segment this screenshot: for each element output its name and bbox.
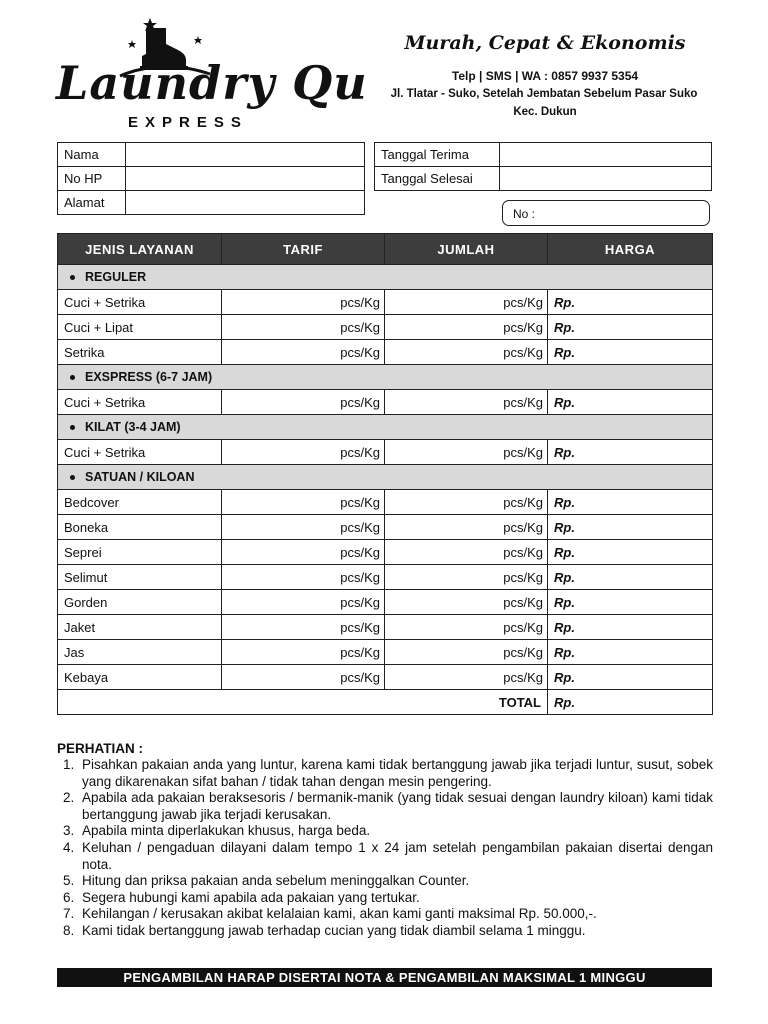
service-row	[58, 615, 713, 640]
customer-info-table	[57, 142, 365, 215]
receipt-number-label: No :	[513, 207, 536, 221]
price-cell[interactable]: Rp.	[548, 315, 713, 340]
quantity-cell[interactable]: pcs/Kg	[385, 290, 548, 315]
address-line-1: Jl. Tlatar - Suko, Setelah Jembatan Sebelum Pasar Suko	[390, 88, 698, 100]
service-row	[58, 490, 713, 515]
rate-cell[interactable]: pcs/Kg	[222, 565, 385, 590]
category-cell	[58, 415, 713, 440]
price-cell[interactable]: Rp.	[548, 565, 713, 590]
date-info-table	[374, 142, 712, 191]
rate-cell[interactable]: pcs/Kg	[222, 440, 385, 465]
receipt-number-field[interactable]	[502, 200, 710, 226]
rate-cell[interactable]: pcs/Kg	[222, 640, 385, 665]
services-table-body	[58, 265, 713, 715]
service-name: Jaket	[58, 615, 222, 640]
service-name: Cuci + Setrika	[58, 390, 222, 415]
note-number: 3.	[63, 823, 75, 839]
service-name: Kebaya	[58, 665, 222, 690]
footer-banner: PENGAMBILAN HARAP DISERTAI NOTA & PENGAMBILAN MAKSIMAL 1 MINGGU	[57, 968, 712, 987]
total-price-cell[interactable]: Rp.	[548, 690, 713, 715]
notes-title: PERHATIAN :	[57, 741, 143, 756]
category-cell	[58, 265, 713, 290]
finished-date-field[interactable]	[500, 167, 712, 191]
quantity-cell[interactable]: pcs/Kg	[385, 590, 548, 615]
price-cell[interactable]: Rp.	[548, 640, 713, 665]
address-field[interactable]	[126, 191, 365, 215]
rate-cell[interactable]: pcs/Kg	[222, 540, 385, 565]
note-number: 5.	[63, 873, 75, 889]
service-name: Bedcover	[58, 490, 222, 515]
total-label: TOTAL	[58, 690, 548, 715]
price-cell[interactable]: Rp.	[548, 490, 713, 515]
logo-subtitle: EXPRESS	[128, 114, 248, 131]
quantity-cell[interactable]: pcs/Kg	[385, 540, 548, 565]
service-name: Jas	[58, 640, 222, 665]
received-date-field[interactable]	[500, 143, 712, 167]
note-text: Kami tidak bertanggung jawab terhadap cucian yang tidak diambil selama 1 minggu.	[82, 922, 586, 938]
note-item	[63, 890, 713, 907]
note-item	[63, 790, 713, 823]
note-text: Apabila ada pakaian beraksesoris / bermanik-manik (yang tidak sesuai dengan laundry kiloan) kami tidak bertanggung jawab jika terjadi kerusakan.	[82, 790, 713, 822]
note-number: 2.	[63, 790, 75, 806]
service-row	[58, 665, 713, 690]
price-cell[interactable]: Rp.	[548, 440, 713, 465]
header-quantity: JUMLAH	[385, 234, 548, 265]
category-cell	[58, 465, 713, 490]
category-label: SATUAN / KILOAN	[85, 470, 195, 484]
note-item	[63, 840, 713, 873]
service-name: Selimut	[58, 565, 222, 590]
header-rate: TARIF	[222, 234, 385, 265]
quantity-cell[interactable]: pcs/Kg	[385, 665, 548, 690]
phone-field[interactable]	[126, 167, 365, 191]
quantity-cell[interactable]: pcs/Kg	[385, 615, 548, 640]
name-field[interactable]	[126, 143, 365, 167]
quantity-cell[interactable]: pcs/Kg	[385, 440, 548, 465]
brand-logo	[50, 14, 368, 134]
quantity-cell[interactable]: pcs/Kg	[385, 640, 548, 665]
service-name: Cuci + Setrika	[58, 440, 222, 465]
service-row	[58, 440, 713, 465]
service-name: Cuci + Lipat	[58, 315, 222, 340]
service-row	[58, 540, 713, 565]
service-name: Cuci + Setrika	[58, 290, 222, 315]
rate-cell[interactable]: pcs/Kg	[222, 615, 385, 640]
category-label: REGULER	[85, 270, 147, 284]
note-text: Hitung dan priksa pakaian anda sebelum meninggalkan Counter.	[82, 873, 470, 889]
name-label: Nama	[58, 143, 126, 167]
notes-list	[63, 757, 713, 940]
rate-cell[interactable]: pcs/Kg	[222, 515, 385, 540]
category-row	[58, 265, 713, 290]
rate-cell[interactable]: pcs/Kg	[222, 290, 385, 315]
total-row	[58, 690, 713, 715]
note-number: 7.	[63, 906, 75, 922]
rate-cell[interactable]: pcs/Kg	[222, 340, 385, 365]
note-item	[63, 923, 713, 940]
phone-label: No HP	[58, 167, 126, 191]
note-text: Segera hubungi kami apabila ada pakaian yang tertukar.	[82, 889, 420, 905]
tagline: Murah, Cepat & Ekonomis	[404, 32, 686, 54]
category-label: KILAT (3-4 JAM)	[85, 420, 181, 434]
service-row	[58, 565, 713, 590]
service-name: Boneka	[58, 515, 222, 540]
header-service-type: JENIS LAYANAN	[58, 234, 222, 265]
price-cell[interactable]: Rp.	[548, 590, 713, 615]
service-name: Gorden	[58, 590, 222, 615]
quantity-cell[interactable]: pcs/Kg	[385, 490, 548, 515]
rate-cell[interactable]: pcs/Kg	[222, 665, 385, 690]
quantity-cell[interactable]: pcs/Kg	[385, 315, 548, 340]
category-row	[58, 365, 713, 390]
received-date-label: Tanggal Terima	[375, 143, 500, 167]
quantity-cell[interactable]: pcs/Kg	[385, 515, 548, 540]
price-cell[interactable]: Rp.	[548, 290, 713, 315]
quantity-cell[interactable]: pcs/Kg	[385, 340, 548, 365]
note-item	[63, 757, 713, 790]
rate-cell[interactable]: pcs/Kg	[222, 315, 385, 340]
note-number: 4.	[63, 839, 75, 855]
finished-date-label: Tanggal Selesai	[375, 167, 500, 191]
address-label: Alamat	[58, 191, 126, 215]
price-cell[interactable]: Rp.	[548, 540, 713, 565]
service-row	[58, 340, 713, 365]
note-text: Kehilangan / kerusakan akibat kelalaian kami, akan kami ganti maksimal Rp. 50.000,-.	[82, 906, 597, 922]
logo-script-text: Laundry Qu	[56, 56, 368, 110]
price-cell[interactable]: Rp.	[548, 390, 713, 415]
service-row	[58, 390, 713, 415]
service-row	[58, 290, 713, 315]
note-text: Apabila minta diperlakukan khusus, harga beda.	[82, 823, 371, 839]
note-item	[63, 873, 713, 890]
service-name: Seprei	[58, 540, 222, 565]
services-table	[57, 233, 713, 715]
note-text: Keluhan / pengaduan dilayani dalam tempo 1 x 24 jam setelah pengambilan pakaian disertai dengan nota.	[82, 839, 713, 872]
quantity-cell[interactable]: pcs/Kg	[385, 565, 548, 590]
contact-info: Telp | SMS | WA : 0857 9937 5354	[451, 69, 639, 83]
price-cell[interactable]: Rp.	[548, 665, 713, 690]
bullet-icon	[70, 425, 75, 430]
price-cell[interactable]: Rp.	[548, 615, 713, 640]
header-price: HARGA	[548, 234, 713, 265]
category-label: EXSPRESS (6-7 JAM)	[85, 370, 213, 384]
service-row	[58, 640, 713, 665]
note-number: 8.	[63, 922, 75, 938]
price-cell[interactable]: Rp.	[548, 340, 713, 365]
bullet-icon	[70, 475, 75, 480]
note-text: Pisahkan pakaian anda yang luntur, karena kami tidak bertanggung jawab jika terjadi luntur, susut, sobek yang dikarenakan sifat bahan / tidak tahan dengan mesin pengering.	[82, 757, 713, 789]
rate-cell[interactable]: pcs/Kg	[222, 490, 385, 515]
bullet-icon	[70, 375, 75, 380]
service-row	[58, 315, 713, 340]
category-cell	[58, 365, 713, 390]
price-cell[interactable]: Rp.	[548, 515, 713, 540]
bullet-icon	[70, 275, 75, 280]
quantity-cell[interactable]: pcs/Kg	[385, 390, 548, 415]
note-number: 1.	[63, 757, 75, 772]
category-row	[58, 415, 713, 440]
address-line-2: Kec. Dukun	[513, 106, 577, 118]
rate-cell[interactable]: pcs/Kg	[222, 590, 385, 615]
rate-cell[interactable]: pcs/Kg	[222, 390, 385, 415]
note-item	[63, 906, 713, 923]
service-name: Setrika	[58, 340, 222, 365]
service-row	[58, 515, 713, 540]
note-item	[63, 823, 713, 840]
service-row	[58, 590, 713, 615]
note-number: 6.	[63, 889, 75, 905]
category-row	[58, 465, 713, 490]
